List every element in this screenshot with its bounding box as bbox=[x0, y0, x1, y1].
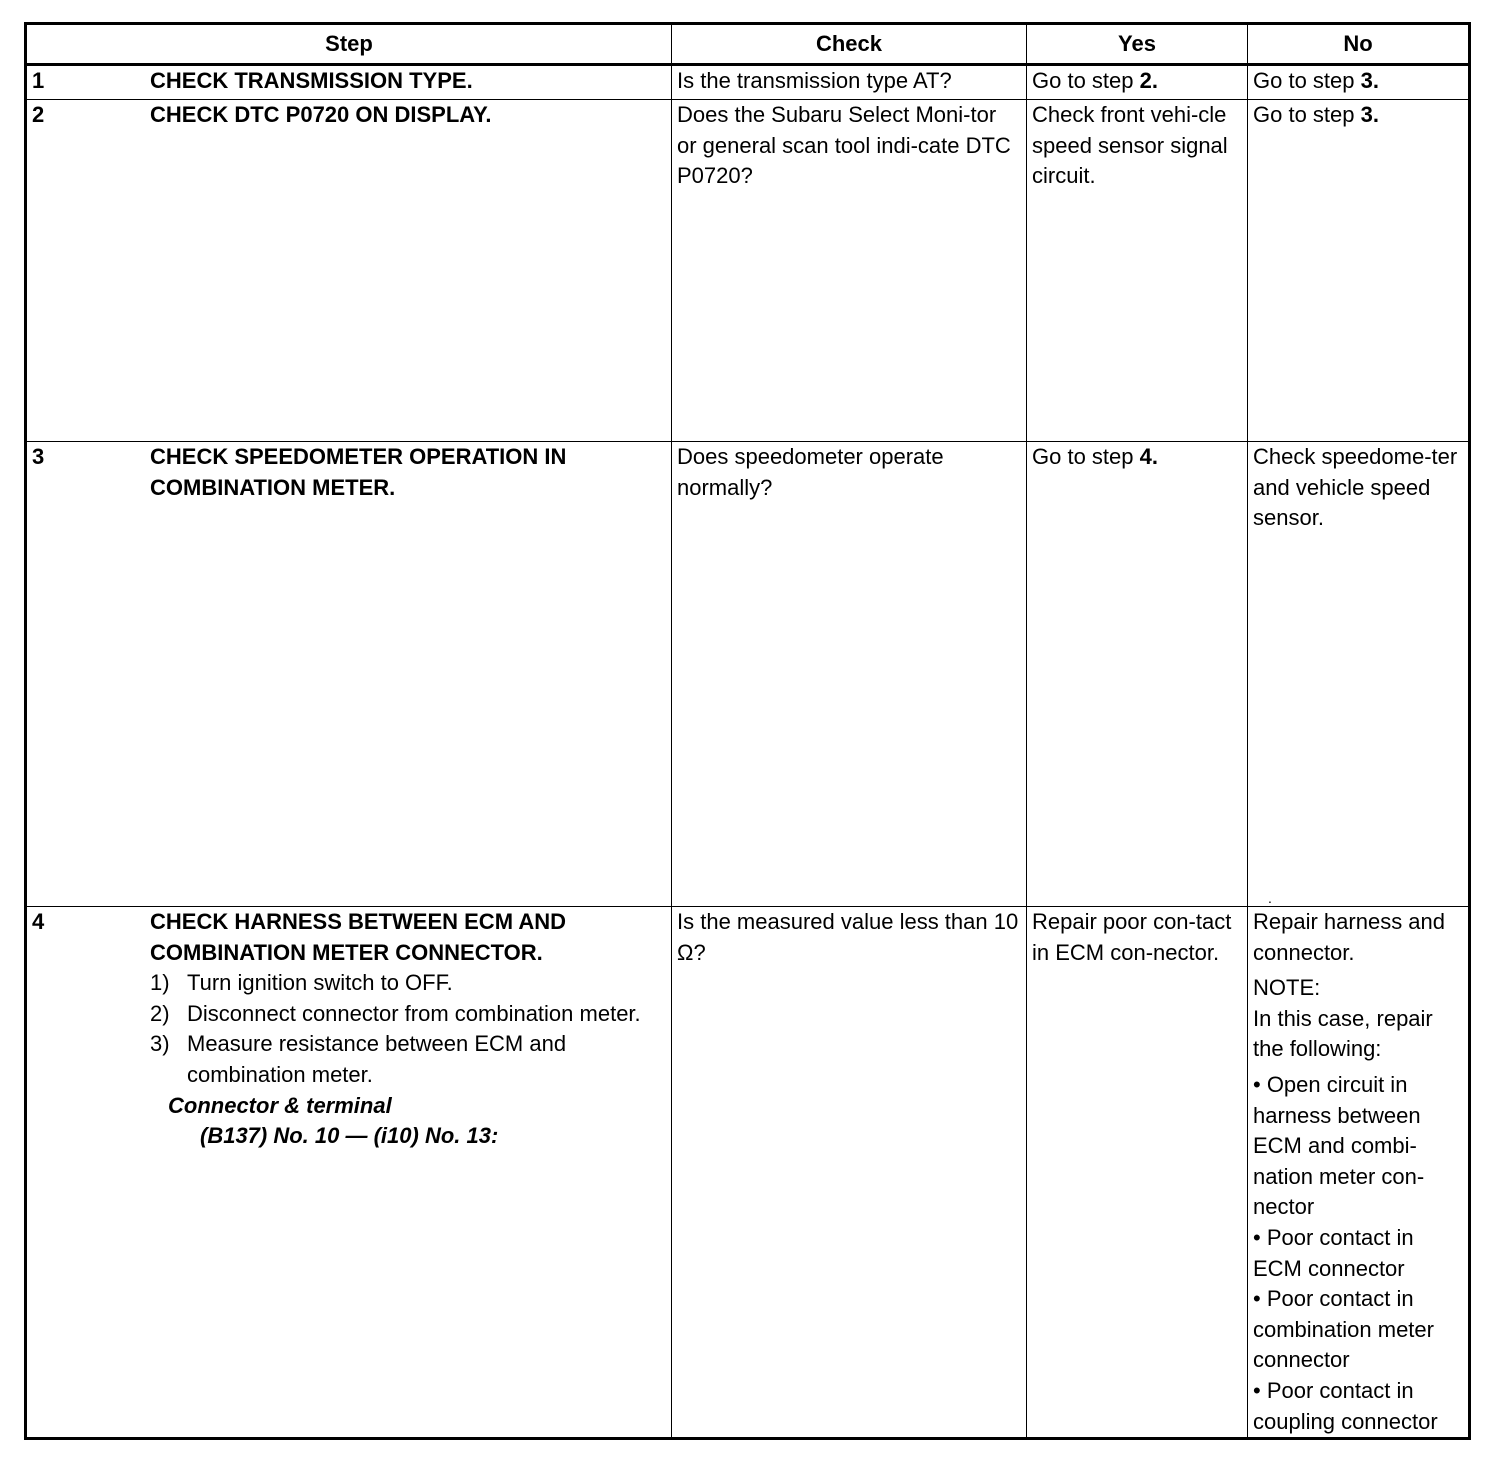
note-item: • Open circuit in harness between ECM and combi-nation meter con-nector bbox=[1253, 1071, 1425, 1220]
no-cell bbox=[1248, 65, 1470, 100]
note-intro: In this case, repair the following: bbox=[1253, 1005, 1433, 1062]
step-title: CHECK SPEEDOMETER OPERATION IN COMBINATION METER. bbox=[150, 444, 567, 500]
connector-value: (B137) No. 10 — (i10) No. 13: bbox=[200, 1123, 499, 1149]
substep-list bbox=[150, 968, 666, 1090]
note-item: • Poor contact in combination meter connector bbox=[1253, 1286, 1434, 1373]
header-yes: Yes bbox=[1027, 24, 1248, 65]
substep-text: Disconnect connector from combination meter. bbox=[187, 1000, 641, 1026]
table-row bbox=[26, 65, 1470, 100]
yes-cell: Check front vehi-cle speed sensor signal circuit. bbox=[1027, 100, 1248, 442]
note-label: NOTE: bbox=[1253, 975, 1321, 1001]
header-no: No bbox=[1248, 24, 1470, 65]
table-row bbox=[26, 442, 1470, 907]
step-title: CHECK DTC P0720 ON DISPLAY. bbox=[150, 102, 492, 127]
header-row bbox=[26, 24, 1470, 65]
step-cell bbox=[26, 442, 672, 907]
connector-label: Connector & terminal bbox=[168, 1092, 392, 1118]
step-cell bbox=[26, 907, 672, 1439]
yes-cell bbox=[1027, 65, 1248, 100]
list-item bbox=[150, 968, 666, 999]
note-item: • Poor contact in ECM connector bbox=[1253, 1224, 1414, 1281]
yes-step-ref: 4 bbox=[1139, 444, 1152, 469]
step-title: CHECK TRANSMISSION TYPE. bbox=[150, 68, 473, 93]
no-text: Go to step bbox=[1253, 102, 1361, 127]
no-step-ref: 3 bbox=[1360, 68, 1373, 93]
no-suffix: . bbox=[1372, 68, 1379, 93]
table-row bbox=[26, 907, 1470, 1439]
no-cell bbox=[1248, 907, 1470, 1439]
list-item bbox=[150, 999, 666, 1030]
stray-mark: . bbox=[1268, 890, 1272, 906]
no-text: Go to step bbox=[1253, 68, 1361, 93]
step-number: 4 bbox=[32, 909, 45, 934]
yes-step-ref: 2 bbox=[1139, 68, 1152, 93]
no-step-ref: 3 bbox=[1360, 102, 1373, 127]
yes-cell bbox=[1027, 442, 1248, 907]
table-row bbox=[26, 100, 1470, 442]
yes-text: Go to step bbox=[1032, 444, 1140, 469]
check-cell: Is the transmission type AT? bbox=[672, 65, 1027, 100]
substep-number: 1) bbox=[150, 970, 170, 996]
step-number: 2 bbox=[32, 102, 45, 127]
step-number: 3 bbox=[32, 444, 45, 469]
step-title: CHECK HARNESS BETWEEN ECM AND COMBINATION METER CONNECTOR. bbox=[150, 909, 566, 965]
no-text: Repair harness and connector. bbox=[1253, 909, 1446, 965]
check-cell: Is the measured value less than 10 Ω? bbox=[672, 907, 1027, 1439]
list-item bbox=[150, 1029, 666, 1090]
no-suffix: . bbox=[1372, 102, 1379, 127]
no-cell bbox=[1248, 100, 1470, 442]
no-cell: Check speedome-ter and vehicle speed sensor. bbox=[1248, 442, 1470, 907]
yes-suffix: . bbox=[1151, 68, 1158, 93]
note-item: • Poor contact in coupling connector bbox=[1253, 1377, 1438, 1434]
yes-text: Go to step bbox=[1032, 68, 1140, 93]
substep-number: 2) bbox=[150, 1000, 170, 1026]
substep-number: 3) bbox=[150, 1031, 170, 1057]
substep-text: Measure resistance between ECM and combination meter. bbox=[187, 1031, 567, 1087]
yes-cell: Repair poor con-tact in ECM con-nector. bbox=[1027, 907, 1248, 1439]
step-number: 1 bbox=[32, 68, 45, 93]
yes-suffix: . bbox=[1151, 444, 1158, 469]
step-cell bbox=[26, 100, 672, 442]
check-cell: Does the Subaru Select Moni-tor or general scan tool indi-cate DTC P0720? bbox=[672, 100, 1027, 442]
step-cell bbox=[26, 65, 672, 100]
header-step: Step bbox=[26, 24, 672, 65]
substep-text: Turn ignition switch to OFF. bbox=[187, 970, 453, 996]
diagnostic-table bbox=[24, 22, 1471, 1440]
header-check: Check bbox=[672, 24, 1027, 65]
check-cell: Does speedometer operate normally? bbox=[672, 442, 1027, 907]
